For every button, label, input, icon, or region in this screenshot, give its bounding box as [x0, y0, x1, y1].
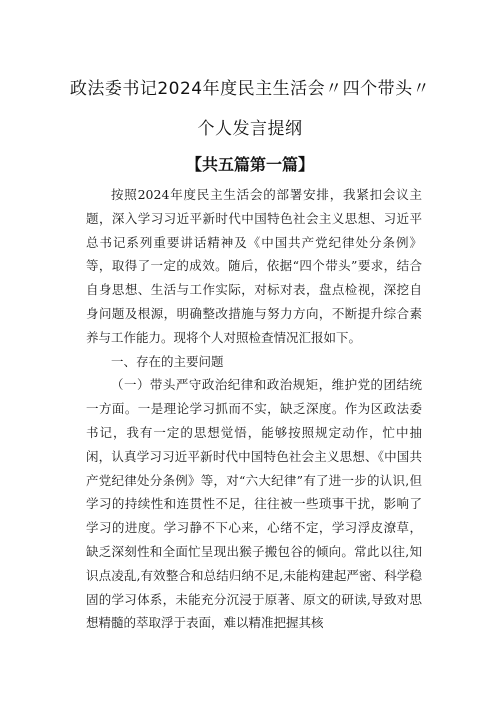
- document-title-line1: 政法委书记2024年度民主生活会〃四个带头〃: [69, 79, 431, 99]
- section-heading: 一、存在的主要问题: [111, 353, 224, 369]
- document-title-line2: 个人发言提纲: [197, 119, 303, 139]
- problem-paragraph: （一）带头严守政治纪律和政治规矩，维护党的团结统一方面。一是理论学习抓而不实，缺乏深度。作为区政法委书记，我有一定的思想觉悟，能够按照规定动作，忙中抽闲，认真学习习近平新时代中国特色社会主义思想、《中国共产党纪律处分条例》等，对“六大纪律”有了进一步的认识,但学习的持续性和连贯性不足，往往被一些琐事干扰，影响了学习的进度。学习静不下心来，心绪不定，学习浮皮潦草，缺乏深刻性和全面忙呈现出猴子搬包谷的倾向。常此以往,知识点凌乱,有效整合和总结归纳不足,未能构建起严密、科学稳固的学习体系，未能充分沉浸于原著、原文的研读,导致对思想精髓的萃取浮于表面，难以精准把握其核: [86, 377, 422, 631]
- intro-paragraph: 按照2024年度民主生活会的部署安排，我紧扣会议主题，深入学习习近平新时代中国特色社会主义思想、习近平总书记系列重要讲话精神及《中国共产党纪律处分条例》等，取得了一定的成效。随后，依据“四个带头”要求，结合自身思想、生活与工作实际，对标对表，盘点检视，深挖自身问题及根源，明确整改措施与努力方向，不断提升综合素养与工作能力。现将个人对照检查情况汇报如下。: [86, 187, 422, 345]
- document-subtitle: 【共五篇第一篇】: [185, 155, 314, 174]
- document-body: [86, 183, 422, 635]
